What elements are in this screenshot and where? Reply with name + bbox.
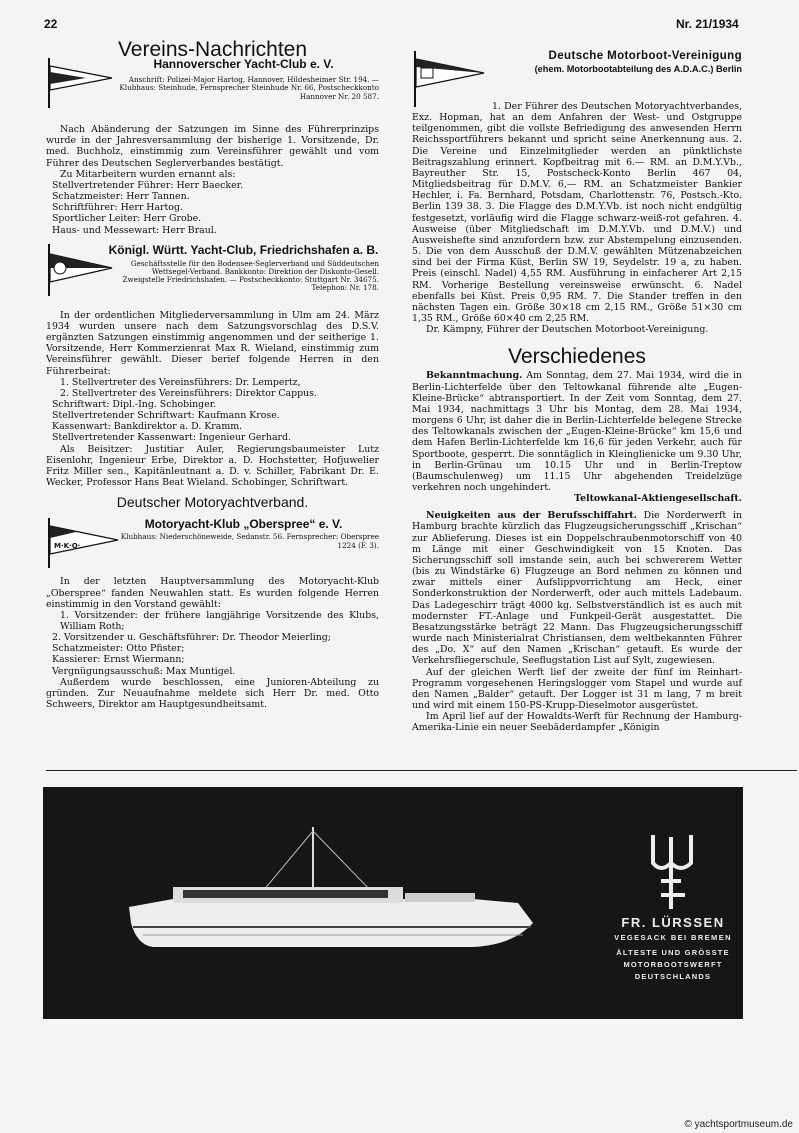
hyc-pennant-icon (46, 58, 116, 108)
kwyc-role: Stellvertretender Kassenwart: Ingenieur Gerhard. (52, 432, 292, 444)
kwyc-section (46, 244, 379, 304)
dmbv-name: Deutsche Motorboot-Vereinigung (548, 50, 742, 62)
bekanntmachung-text: Am Sonntag, dem 27. Mai 1934, wird die in Berlin-Lichterfelde über den Teltowkanal führende alte „Eugen-Kleine-Brücke“ abtransportiert. In der Zeit vom Sonntag, dem 27. Mai 1934, nachmittags 3 Uhr bis Montag, dem 28. Mai 1934, morgens 6 Uhr, ist daher die in Berlin-Lichterfelde belegene Strecke des Teltowkanals zwischen der „Eugen-Kleine-Brücke“ km 15,6 und dem Hafen Berlin-Lichterfelde km 16,6 für jeden Verkehr, auch für Sportboote, gesperrt. Die sonntäglich in Kleinglienicke um 9.30 Uhr, in Berlin-Grünau um 10.15 Uhr und in Berlin-Treptow (Baumschulenweg) um 11.15 Uhr abgehenden Treidelzüge verkehren noch ungehindert. (412, 370, 742, 493)
ad-tagline-1: ÄLTESTE UND GRÖSSTE (616, 948, 730, 957)
myk-role: Kassierer: Ernst Wiermann; (52, 654, 185, 666)
bekanntmachung (412, 370, 742, 493)
dmv-title: Deutscher Motoryachtverband. (116, 494, 309, 511)
kwyc-name: Königl. Württ. Yacht-Club, Friedrichshafen a. B. (108, 242, 379, 257)
dmbv-subtitle: (ehem. Motorbootabteilung des A.D.A.C.) Berlin (534, 64, 742, 75)
motor-yacht-illustration-icon (113, 827, 543, 987)
myk-role: Vergnügungsausschuß: Max Muntigel. (52, 665, 236, 677)
neuigkeiten (412, 510, 742, 666)
issue-number: Nr. 21/1934 (676, 17, 739, 31)
dmbv-signature: Dr. Kämpny, Führer der Deutschen Motorboot-Vereinigung. (426, 324, 709, 336)
divider-rule (46, 770, 797, 771)
kwyc-paragraph-2: Als Beisitzer: Justitiar Auler, Regierungsbaumeister Lutz Eisenlohr, Ingenieur Erbe, Direktor a. D. Hochstetter, Hofjuwelier Fritz Miller sen., Kapitänleutnant a. D. v. Schiller, Fabrikant Dr. E. Wecker, Professor Hans Beat Wieland. Schobinger, Schriftwart. (46, 443, 379, 489)
kwyc-address: Geschäftsstelle für den Bodensee-Seglerverband und Süddeutschen Wettsegel-Verband. Bankkonto: Direktion der Diskonto-Gesell. Zweigstelle Friedrichshafen. — Postscheckkonto: Stuttgart Nr. 34675. Telephon: Nr. 178. (122, 258, 379, 293)
hyc-role: Haus- und Messewart: Herr Braul. (52, 224, 217, 236)
hyc-role: Sportlicher Leiter: Herr Grobe. (52, 213, 202, 225)
myk-flag-text: M·K·O· (54, 542, 81, 551)
kwyc-paragraph: In der ordentlichen Mitgliederversammlung in Ulm am 24. März 1934 wurden unsere nach dem Satzungsvorschlag des D.S.V. ergänzten Satzungen einstimmig angenommen und der seitherige 1. Vorsitzende, Herr Kommerzienrat Max R. Wieland, einstimmig zum Vereinsführer gewählt. Dieser berief folgende Herren in den Führerbeirat: (46, 309, 379, 377)
myk-paragraph: In der letzten Hauptversammlung des Motoryacht-Klub „Oberspree“ fanden Neuwahlen statt. Es wurden folgende Herren einstimmig in den Vorstand gewählt: (46, 576, 379, 610)
hyc-paragraph: Nach Abänderung der Satzungen im Sinne des Führerprinzips wurde in der Jahresversammlung der bisherige 1. Vorsitzende, Dr. med. Buchholz, einstimmig zum Vereinsführer gewählt und vom Führer des Deutschen Seglerverbandes bestätigt. (46, 124, 379, 169)
myk-pennant-icon (46, 518, 122, 568)
neuigkeiten-lead: Neuigkeiten aus der Berufsschiffahrt. (426, 510, 637, 522)
hyc-address: Anschrift: Polizei-Major Hartog, Hannover, Hildesheimer Str. 194. — Klubhaus: Steinhude, Fernsprecher Steinhude Nr. 66, Postscheckkonto Hannover Nr. 20 587. (119, 75, 379, 101)
myk-name: Motoryacht-Klub „Oberspree“ e. V. (144, 517, 343, 532)
kwyc-role: Schriftwart: Dipl.-Ing. Schobinger. (52, 398, 217, 410)
watermark: © yachtsportmuseum.de (684, 1119, 793, 1130)
myk-address: Klubhaus: Niederschöneweide, Sedanstr. 56. Fernsprecher: Oberspree 1224 (F. 3). (120, 532, 379, 550)
neuigkeiten-paragraph-3: Im April lief auf der Howaldts-Werft für Rechnung der Hamburg-Amerika-Linie ein neuer Seebäderdampfer „Königin (412, 711, 742, 734)
ad-location: VEGESACK BEI BREMEN (614, 933, 732, 942)
hyc-name: Hannoverscher Yacht-Club e. V. (153, 57, 334, 72)
hyc-section (46, 58, 379, 118)
myk-paragraph-2: Außerdem wurde beschlossen, eine Junioren-Abteilung zu gründen. Zur Neuaufnahme meldete sich Herr Dr. med. Otto Schweers, Direktor am Hauptgesundheitsamt. (46, 676, 379, 711)
left-column (46, 38, 379, 711)
myk-role: Schatzmeister: Otto Pfister; (52, 643, 185, 655)
hyc-role: Schriftführer: Herr Hartog. (52, 202, 183, 214)
myk-role: 1. Vorsitzender: der frühere langjährige Vorsitzende des Klubs, William Roth; (60, 609, 379, 632)
ad-tagline-2: MOTORBOOTSWERFT (623, 960, 723, 969)
luerssen-advertisement (43, 787, 743, 1019)
kwyc-role: Stellvertretender Schriftwart: Kaufmann Krose. (52, 410, 280, 422)
hyc-paragraph-2: Zu Mitarbeitern wurden ernannt als: (60, 168, 236, 180)
neuigkeiten-text: Die Norderwerft in Hamburg brachte kürzlich das Flugzeugsicherungsschiff „Krischan“ zur Ablieferung. Dieses ist ein Doppelschraubenmotorschiff von 40 m Länge mit einer Geschwindigkeit von 15 Knoten. Das Sicherungsschiff soll imstande sein, auch bei schwererem Wetter (bis zu Windstärke 6) Flugzeuge an Bord nehmen zu können und zwar mittels einer Aufslippvorrichtung am Heck, einer Sonderkonstruktion der Norderwerft, oder auch mittels Ladebaum. Das Ladegeschirr trägt 4000 kg. Selbstverständlich ist es auch mit modernster FT.-Anlage und Funkpeil-Gerät ausgestattet. Die Besatzungsstärke beträgt 22 Mann. Das Flugzeugsicherungsschiff wurde nach Ministerialrat Christiansen, dem weltbekannten Führer des „Do. X“ auf den Namen „Krischan“ getauft. Es wurde der Verkehrsfliegerschule, Seeflugstation List auf Sylt, zugewiesen. (412, 510, 742, 667)
verschiedenes-title: Verschiedenes (508, 345, 646, 369)
bekanntmachung-signature: Teltowkanal-Aktiengesellschaft. (574, 493, 742, 505)
kwyc-pennant-icon (46, 244, 116, 296)
myk-section (46, 518, 379, 570)
dmbv-section (412, 51, 742, 101)
vereins-nachrichten-title: Vereins-Nachrichten (117, 38, 308, 61)
ad-company-name: FR. LÜRSSEN (621, 915, 725, 930)
dmbv-pennant-icon (412, 51, 488, 107)
page-number: 22 (44, 17, 58, 31)
kwyc-role: Kassenwart: Bankdirektor a. D. Kramm. (52, 421, 243, 433)
bekanntmachung-lead: Bekanntmachung. (426, 370, 523, 382)
ad-tagline-3: DEUTSCHLANDS (634, 972, 712, 981)
hyc-role: Schatzmeister: Herr Tannen. (52, 191, 190, 203)
kwyc-role: 2. Stellvertreter des Vereinsführers: Direktor Cappus. (60, 387, 317, 399)
luerssen-logo-icon (643, 833, 713, 913)
dmbv-paragraph: 1. Der Führer des Deutschen Motoryachtverbandes, Exz. Hopman, hat an dem Anfahren der West- und Ostgruppe teilgenommen, gibt die vollste Befriedigung des anwesenden Herrn Reichssportführers bekannt und spricht seine Anerkennung aus. 2. Die Vereine und Einzelmitglieder werden an pünktlichste Beitragszahlung erinnert. Kopfbeitrag mit 6.— RM. an D.M.Y.Vb., Bayreuther Str. 15, Postscheck-Konto Berlin 467 04, Mitgliedsbeitrag für D.M.V. 6,— RM. an Schatzmeister Bankier Hechler, i. Fa. Bernhard, Potsdam, Charlottenstr. 76, Postsch.-Kto. Berlin 139 38. 3. Die Flagge des D.M.Y.Vb. ist noch nicht endgültig festgesetzt, vorläufig wird die Flagge schwarz-weiß-rot gefahren. 4. Ausweise (über Mitgliedschaft im D.M.Y.Vb. und D.M.V.) und Ausweishefte sind anzufordern bzw. zur Abstempelung einzusenden. 5. Die von dem Ausschuß der D.M.V. gewählten Mützenabzeichen sind bei der Firma Küst, Berlin SW 19, Seydelstr. 19 a, zu haben. Preis (einschl. Nadel) 4,55 RM. Ausführung in einfacherer Art 2,15 RM. Vorherige Bestellung vereinsweise erwünscht. 6. Nadel ebenfalls bei Küst. Preis 0,95 RM. 7. Die Stander treffen in den nächsten Tagen ein. Größe 30×18 cm 2,15 RM., Größe 51×30 cm 1,35 RM., Größe 60×40 cm 2,25 RM. (412, 101, 742, 324)
neuigkeiten-paragraph-2: Auf der gleichen Werft lief der zweite der fünf im Reinhart-Programm vorgesehenen Heringslogger vom Stapel und wurde auf den Namen „Balder“ getauft. Der Logger ist 31 m lang, 7 m breit und wird mit einem 150-PS-Krupp-Dieselmotor ausgerüstet. (412, 666, 742, 711)
myk-role: 2. Vorsitzender u. Geschäftsführer: Dr. Theodor Meierling; (52, 632, 331, 644)
kwyc-role: 1. Stellvertreter des Vereinsführers: Dr. Lempertz, (60, 376, 301, 388)
right-column (412, 48, 742, 733)
hyc-role: Stellvertretender Führer: Herr Baecker. (52, 179, 244, 191)
